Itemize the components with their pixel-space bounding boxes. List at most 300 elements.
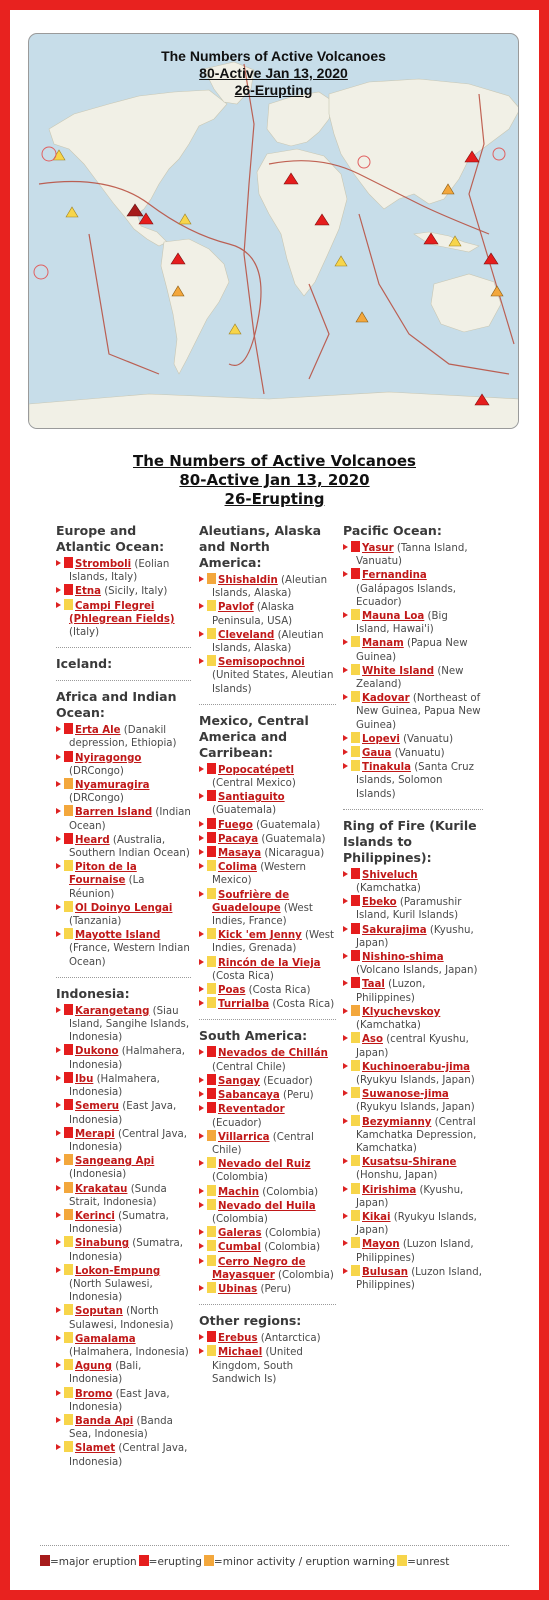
volcano-list-item: [199, 997, 336, 1011]
volcano-marker-circle: [34, 265, 48, 279]
status-unrest-icon: [64, 1441, 73, 1452]
section-divider: [199, 704, 336, 705]
volcano-location: (Central Java, Indonesia): [69, 1128, 188, 1153]
status-unrest-icon: [351, 1210, 360, 1221]
volcano-name-link[interactable]: Fuego: [218, 819, 253, 831]
volcano-location: (Luzon Island, Philippines): [356, 1266, 482, 1291]
arrow-icon: [343, 694, 348, 700]
status-erupting-icon: [64, 1127, 73, 1138]
arrow-icon: [56, 602, 61, 608]
status-minor-icon: [64, 1209, 73, 1220]
legend-swatch-icon: [139, 1555, 149, 1566]
arrow-icon: [56, 808, 61, 814]
volcano-list-item: [199, 1088, 336, 1102]
arrow-icon: [343, 612, 348, 618]
status-unrest-icon: [207, 1185, 216, 1196]
volcano-location: (Central Mexico): [212, 778, 296, 790]
volcano-list-item: [56, 1099, 191, 1126]
region-heading: Europe and Atlantic Ocean:: [56, 523, 165, 554]
volcano-list-item: [56, 928, 191, 969]
volcano-name-link[interactable]: Popocatépetl: [218, 764, 295, 776]
volcano-name-link[interactable]: Pavlof: [218, 602, 254, 614]
volcano-location: (Kamchatka): [356, 883, 421, 895]
arrow-icon: [199, 576, 204, 582]
status-unrest-icon: [64, 928, 73, 939]
volcano-location: (Sumatra, Indonesia): [69, 1210, 169, 1236]
volcano-name-link[interactable]: Mauna Loa: [362, 611, 425, 623]
section-divider: [199, 1304, 336, 1305]
status-erupting-icon: [64, 584, 73, 595]
volcano-name-link[interactable]: Banda Api: [75, 1415, 134, 1427]
volcano-list-item: [199, 888, 336, 929]
volcano-name-link[interactable]: Sabancaya: [218, 1090, 280, 1102]
volcano-location: (Western Mexico): [212, 862, 306, 887]
arrow-icon: [343, 1008, 348, 1014]
volcano-location: (Central Kamchatka Depression, Kamchatka): [356, 1116, 477, 1154]
volcano-name-link[interactable]: Gamalama: [75, 1333, 136, 1345]
status-erupting-icon: [64, 557, 73, 568]
status-unrest-icon: [351, 636, 360, 647]
volcano-list-item: [56, 1236, 191, 1263]
volcano-name-link[interactable]: Slamet: [75, 1443, 116, 1455]
volcano-name-link[interactable]: Soufrière de Guadeloupe: [212, 889, 290, 914]
volcano-name-link[interactable]: Suwanose-jima: [362, 1089, 449, 1101]
volcano-location: (United Kingdom, South Sandwich Is): [212, 1347, 303, 1385]
volcano-list-item: [343, 1087, 483, 1114]
volcano-list-item: [56, 1004, 191, 1045]
volcano-list-item: [343, 977, 483, 1004]
volcano-name-link[interactable]: Manam: [362, 638, 404, 650]
region-heading: Pacific Ocean:: [343, 523, 442, 538]
volcano-name-link[interactable]: Tinakula: [362, 762, 411, 774]
volcano-name-link[interactable]: Cerro Negro de Mayasquer: [212, 1256, 306, 1281]
legend-item-major: [40, 1555, 137, 1568]
arrow-icon: [343, 953, 348, 959]
plate-boundary-line: [309, 284, 329, 379]
region-heading: Aleutians, Alaska and North America:: [199, 523, 322, 570]
arrow-icon: [199, 863, 204, 869]
volcano-location: (Luzon, Philippines): [356, 979, 426, 1004]
legend-item-minor: [204, 1555, 395, 1568]
arrow-icon: [199, 1229, 204, 1235]
status-unrest-icon: [64, 1304, 73, 1315]
volcano-name-link[interactable]: Yasur: [362, 543, 394, 554]
volcano-location: (Colombia): [274, 1269, 334, 1281]
heading-line1: The Numbers of Active Volcanoes: [132, 452, 416, 470]
volcano-name-link[interactable]: Lopevi: [362, 733, 400, 745]
arrow-icon: [56, 1390, 61, 1396]
legend-swatch-icon: [397, 1555, 407, 1566]
status-erupting-icon: [207, 832, 216, 843]
arrow-icon: [56, 1102, 61, 1108]
status-erupting-icon: [351, 895, 360, 906]
volcano-location: (Aleutian Islands, Alaska): [212, 629, 324, 655]
volcano-list-item: [199, 1130, 336, 1157]
volcano-location: (Central Chile): [212, 1061, 286, 1073]
north-america-land: [49, 90, 227, 246]
volcano-name-link[interactable]: Ol Doinyo Lengai: [75, 902, 173, 914]
arrow-icon: [56, 1007, 61, 1013]
volcano-list-item: [199, 846, 336, 860]
volcano-name-link[interactable]: Villarrica: [218, 1131, 270, 1143]
volcano-location: (Aleutian Islands, Alaska): [212, 575, 328, 600]
volcano-list-item: [199, 790, 336, 817]
volcano-name-link[interactable]: Soputan: [75, 1306, 123, 1318]
volcano-name-link[interactable]: Rincón de la Vieja: [218, 957, 321, 969]
volcano-name-link[interactable]: Piton de la Fournaise: [69, 862, 137, 887]
region-heading: Other regions:: [199, 1313, 302, 1329]
volcano-name-link[interactable]: Dukono: [75, 1046, 119, 1058]
volcano-location: (Halmahera, Indonesia): [69, 1346, 189, 1358]
volcano-location: (Big Island, Hawai'i): [356, 611, 448, 636]
volcano-name-link[interactable]: Kirishima: [362, 1184, 417, 1196]
map-title-line2: 80-Active Jan 13, 2020: [199, 65, 348, 81]
volcano-location: (Ryukyu Islands, Japan): [356, 1102, 475, 1114]
status-unrest-icon: [351, 732, 360, 743]
column-1: [56, 523, 191, 1469]
status-erupting-icon: [64, 751, 73, 762]
arrow-icon: [199, 1334, 204, 1340]
arrow-icon: [343, 639, 348, 645]
status-unrest-icon: [351, 664, 360, 675]
status-minor-icon: [64, 1154, 73, 1165]
status-unrest-icon: [64, 1332, 73, 1343]
arrow-icon: [343, 1063, 348, 1069]
arrow-icon: [199, 1285, 204, 1291]
volcano-name-link[interactable]: Bulusan: [362, 1266, 408, 1278]
status-unrest-icon: [207, 1255, 216, 1266]
arrow-icon: [56, 1239, 61, 1245]
legend-label: =minor activity / eruption warning: [213, 1556, 396, 1568]
volcano-name-link[interactable]: Bromo: [75, 1388, 113, 1400]
volcano-name-link[interactable]: Ubinas: [218, 1283, 258, 1295]
status-erupting-icon: [351, 868, 360, 879]
volcano-list-item: [56, 901, 191, 928]
volcano-location: (Honshu, Japan): [356, 1170, 438, 1182]
volcano-list: [56, 723, 191, 969]
status-unrest-icon: [207, 888, 216, 899]
status-unrest-icon: [207, 628, 216, 639]
status-erupting-icon: [207, 846, 216, 857]
volcano-name-link[interactable]: Kusatsu-Shirane: [362, 1157, 457, 1169]
volcano-marker-minor: [356, 312, 368, 322]
arrow-icon: [56, 863, 61, 869]
volcano-marker-unrest: [335, 256, 347, 266]
status-unrest-icon: [207, 1345, 216, 1356]
legend-label: =erupting: [148, 1556, 202, 1568]
volcano-name-link[interactable]: Aso: [362, 1034, 383, 1046]
volcano-name-link[interactable]: Campi Flegrei (Phlegrean Fields): [69, 600, 175, 625]
volcano-name-link[interactable]: Reventador: [218, 1104, 285, 1116]
volcano-name-link[interactable]: Barren Island: [75, 807, 153, 819]
volcano-name-link[interactable]: Galeras: [218, 1228, 262, 1240]
volcano-list-item: [56, 1264, 191, 1305]
volcano-name-link[interactable]: Machin: [218, 1186, 260, 1198]
status-unrest-icon: [351, 1115, 360, 1126]
volcano-name-link[interactable]: Kikai: [362, 1211, 391, 1223]
region-heading: Ring of Fire (Kurile Islands to Philippines):: [343, 817, 477, 865]
status-unrest-icon: [64, 1236, 73, 1247]
arrow-icon: [56, 1185, 61, 1191]
volcano-list-item: [199, 956, 336, 983]
volcano-name-link[interactable]: Taal: [362, 979, 385, 991]
volcano-name-link[interactable]: Michael: [218, 1347, 263, 1359]
volcano-name-link[interactable]: Nishino-shima: [362, 952, 444, 964]
volcano-name-link[interactable]: White Island: [362, 665, 435, 677]
volcano-list: [343, 541, 483, 801]
volcano-name-link[interactable]: Sakurajima: [362, 924, 427, 936]
status-unrest-icon: [351, 1155, 360, 1166]
world-volcano-map: [28, 33, 519, 429]
volcano-location: (Guatemala): [252, 819, 321, 831]
volcano-location: (Luzon Island, Philippines): [356, 1239, 474, 1264]
volcano-location: (New Zealand): [356, 665, 464, 691]
volcano-name-link[interactable]: Etna: [75, 586, 101, 598]
volcano-name-link[interactable]: Colima: [218, 862, 257, 874]
arrow-icon: [199, 631, 204, 637]
volcano-list-item: [343, 868, 483, 895]
arrow-icon: [56, 1335, 61, 1341]
volcano-name-link[interactable]: Shishaldin: [218, 575, 278, 586]
volcano-location: (Colombia): [261, 1242, 321, 1254]
status-erupting-icon: [64, 1099, 73, 1110]
legend-swatch-icon: [40, 1555, 50, 1566]
volcano-location: (DRCongo): [69, 793, 124, 805]
volcano-location: (Sunda Strait, Indonesia): [69, 1183, 167, 1208]
antarctica-land: [29, 392, 519, 429]
arrow-icon: [199, 1091, 204, 1097]
volcano-name-link[interactable]: Nevados de Chillán: [218, 1048, 328, 1060]
volcano-list-item: [199, 1199, 336, 1226]
volcano-name-link[interactable]: Kadovar: [362, 693, 410, 705]
volcano-name-link[interactable]: Fernandina: [362, 570, 427, 582]
volcano-list-item: [199, 573, 336, 600]
volcano-name-link[interactable]: Pacaya: [218, 833, 259, 845]
volcano-name-link[interactable]: Kuchinoerabu-jima: [362, 1061, 471, 1073]
arrow-icon: [343, 1090, 348, 1096]
volcano-name-link[interactable]: Karangetang: [75, 1005, 150, 1017]
australia-land: [431, 274, 501, 332]
volcano-location: (Colombia): [259, 1186, 319, 1198]
volcano-list-item: [56, 805, 191, 832]
volcano-name-link[interactable]: Mayotte Island: [75, 930, 161, 942]
volcano-name-link[interactable]: Erta Ale: [75, 725, 121, 737]
volcano-list-item: [343, 1005, 483, 1032]
volcano-list-item: [343, 950, 483, 977]
volcano-location: (Danakil depression, Ethiopia): [69, 725, 177, 750]
status-erupting-icon: [207, 1331, 216, 1342]
volcano-name-link[interactable]: Cumbal: [218, 1242, 262, 1254]
volcano-list-item: [199, 600, 336, 627]
volcano-name-link[interactable]: Ibu: [75, 1073, 94, 1085]
arrow-icon: [56, 1130, 61, 1136]
status-unrest-icon: [207, 1226, 216, 1237]
volcano-list-item: [343, 1210, 483, 1237]
arrow-icon: [199, 1348, 204, 1354]
status-unrest-icon: [351, 1237, 360, 1248]
status-erupting-icon: [64, 1072, 73, 1083]
volcano-location: (United States, Aleutian Islands): [212, 670, 334, 695]
volcano-location: (Australia, Southern Indian Ocean): [69, 834, 190, 860]
status-unrest-icon: [351, 691, 360, 702]
volcano-name-link[interactable]: Gaua: [362, 748, 392, 760]
volcano-name-link[interactable]: Nyiragongo: [75, 752, 142, 764]
volcano-location: (Papua New Guinea): [356, 638, 468, 663]
volcano-list-item: [343, 1265, 483, 1292]
volcano-location: (Peru): [257, 1283, 292, 1295]
volcano-name-link[interactable]: Sinabung: [75, 1238, 130, 1250]
volcano-name-link[interactable]: Sangay: [218, 1075, 260, 1087]
volcano-location: (Italy): [69, 627, 100, 639]
volcano-list-item: [56, 1044, 191, 1071]
status-unrest-icon: [207, 860, 216, 871]
volcano-name-link[interactable]: Klyuchevskoy: [362, 1006, 441, 1018]
volcano-location: (Ryukyu Islands, Japan): [356, 1211, 477, 1237]
volcano-name-link[interactable]: Ebeko: [362, 897, 397, 909]
status-unrest-icon: [207, 928, 216, 939]
volcano-name-link[interactable]: Lokon-Empung: [75, 1265, 161, 1277]
status-unrest-icon: [64, 1264, 73, 1275]
volcano-list-item: [56, 751, 191, 778]
volcano-location: (Bali, Indonesia): [69, 1361, 142, 1386]
volcano-list-item: [343, 664, 483, 691]
arrow-icon: [56, 781, 61, 787]
status-unrest-icon: [64, 860, 73, 871]
status-unrest-icon: [351, 746, 360, 757]
arrow-icon: [343, 898, 348, 904]
volcano-location: (Paramushir Island, Kuril Islands): [356, 897, 462, 922]
arrow-icon: [199, 931, 204, 937]
volcano-list-item: [56, 1127, 191, 1154]
status-minor-icon: [351, 1005, 360, 1016]
volcano-name-link[interactable]: Erebus: [218, 1333, 258, 1345]
volcano-location: (Sicily, Italy): [100, 586, 168, 598]
volcano-marker-circle: [493, 148, 505, 160]
status-erupting-icon: [207, 1046, 216, 1057]
volcano-list-item: [343, 895, 483, 922]
column-2: [199, 523, 336, 1386]
volcano-name-link[interactable]: Sangeang Api: [75, 1156, 155, 1168]
arrow-icon: [199, 821, 204, 827]
status-unrest-icon: [351, 1183, 360, 1194]
volcano-name-link[interactable]: Mayon: [362, 1239, 400, 1251]
volcano-name-link[interactable]: Krakatau: [75, 1183, 128, 1195]
arrow-icon: [56, 726, 61, 732]
legend-swatch-icon: [204, 1555, 214, 1566]
status-erupting-icon: [351, 950, 360, 961]
heading-line2: 80-Active Jan 13, 2020: [179, 471, 370, 489]
volcano-location: (Halmahera, Indonesia): [69, 1073, 160, 1099]
arrow-icon: [343, 1158, 348, 1164]
volcano-name-link[interactable]: Turrialba: [218, 999, 270, 1011]
plate-boundary-line: [244, 64, 264, 394]
volcano-list-item: [343, 609, 483, 636]
arrow-icon: [199, 658, 204, 664]
legend-label: =major eruption: [50, 1556, 137, 1568]
volcano-list-item: [343, 746, 483, 760]
volcano-location: (Guatemala): [258, 833, 326, 845]
volcano-name-link[interactable]: Bezymianny: [362, 1116, 432, 1128]
volcano-list-item: [199, 983, 336, 997]
volcano-list-item: [199, 763, 336, 790]
volcano-list-item: [343, 568, 483, 609]
volcano-list-item: [56, 1414, 191, 1441]
volcano-list-item: [56, 584, 191, 598]
arrow-icon: [343, 1213, 348, 1219]
volcano-location: (Nicaragua): [261, 848, 325, 860]
arrow-icon: [199, 1133, 204, 1139]
volcano-location: (West Indies, France): [212, 902, 313, 928]
volcano-name-link[interactable]: Kerinci: [75, 1210, 115, 1222]
arrow-icon: [199, 959, 204, 965]
volcano-list-item: [199, 1282, 336, 1296]
status-unrest-icon: [64, 901, 73, 912]
arrow-icon: [199, 1049, 204, 1055]
volcano-list-item: [56, 599, 191, 640]
volcano-name-link[interactable]: Santiaguito: [218, 792, 285, 804]
volcano-location: (Eolian Islands, Italy): [69, 559, 170, 584]
status-unrest-icon: [64, 599, 73, 610]
volcano-list-item: [56, 1304, 191, 1331]
volcano-name-link[interactable]: Nevado del Ruiz: [218, 1159, 311, 1171]
volcano-list-item: [56, 1182, 191, 1209]
volcano-name-link[interactable]: Shiveluch: [362, 869, 418, 881]
volcano-location: (DRCongo): [69, 765, 124, 777]
volcano-location: (East Java, Indonesia): [69, 1101, 177, 1126]
volcano-name-link[interactable]: Cleveland: [218, 629, 275, 641]
volcano-name-link[interactable]: Poas: [218, 985, 246, 997]
arrow-icon: [199, 1243, 204, 1249]
arrow-icon: [199, 1160, 204, 1166]
page-heading: [0, 452, 549, 509]
volcano-list-item: [56, 1154, 191, 1181]
volcano-name-link[interactable]: Heard: [75, 834, 110, 846]
volcano-name-link[interactable]: Merapi: [75, 1128, 115, 1140]
arrow-icon: [199, 1258, 204, 1264]
volcano-location: (Central Java, Indonesia): [69, 1443, 188, 1468]
volcano-name-link[interactable]: Kick 'em Jenny: [218, 930, 302, 942]
status-unrest-icon: [351, 1032, 360, 1043]
volcano-name-link[interactable]: Semisopochnoi: [218, 657, 305, 669]
section-divider: [199, 1019, 336, 1020]
volcano-location: (Galápagos Islands, Ecuador): [356, 583, 456, 608]
status-erupting-icon: [207, 763, 216, 774]
volcano-name-link[interactable]: Nyamuragira: [75, 780, 150, 792]
volcano-list-item: [343, 1237, 483, 1264]
arrow-icon: [199, 1000, 204, 1006]
volcano-location: (Central Chile): [212, 1131, 314, 1156]
volcano-list-item: [199, 1226, 336, 1240]
europe-land: [267, 92, 334, 146]
map-title-line1: The Numbers of Active Volcanoes: [161, 48, 386, 64]
status-unrest-icon: [207, 600, 216, 611]
volcano-list-item: [199, 860, 336, 887]
volcano-name-link[interactable]: Agung: [75, 1361, 112, 1373]
volcano-name-link[interactable]: Masaya: [218, 848, 262, 860]
volcano-name-link[interactable]: Nevado del Huila: [218, 1200, 316, 1212]
arrow-icon: [343, 544, 348, 550]
status-erupting-icon: [64, 833, 73, 844]
volcano-list-item: [199, 655, 336, 696]
volcano-name-link[interactable]: Stromboli: [75, 559, 132, 570]
indonesia-land: [414, 232, 479, 252]
column-3: [343, 523, 483, 1292]
arrow-icon: [56, 1075, 61, 1081]
arrow-icon: [199, 603, 204, 609]
volcano-name-link[interactable]: Semeru: [75, 1101, 120, 1113]
volcano-list-item: [343, 691, 483, 732]
volcano-list-item: [199, 1345, 336, 1386]
